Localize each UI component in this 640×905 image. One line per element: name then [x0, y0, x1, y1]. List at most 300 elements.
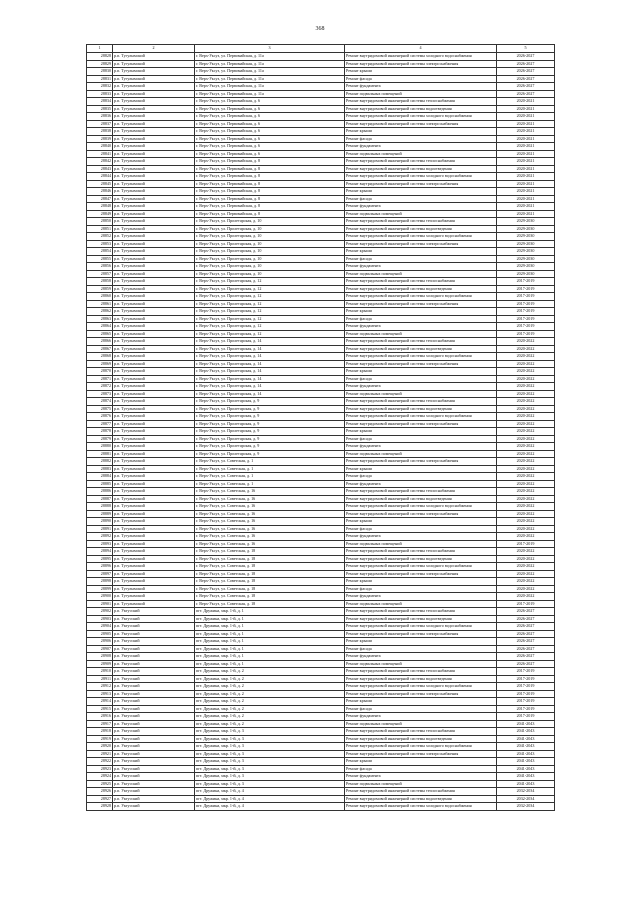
municipality-cell: р.п. Тугулымский [113, 555, 195, 563]
period-cell: 2026-2027 [497, 623, 555, 631]
municipality-cell: р.п. Уктусский [113, 683, 195, 691]
work-type-cell: Ремонт фасада [345, 375, 497, 383]
address-cell: пгт. Дружина, мкр. 1-й, д. 4 [195, 795, 345, 803]
work-type-cell: Ремонт внутридомовой инженерной системы электроснабжения [345, 750, 497, 758]
table-row [87, 360, 555, 368]
table-row [87, 465, 555, 473]
work-type-cell: Ремонт внутридомовой инженерной системы водоотведения [345, 405, 497, 413]
period-cell: 2020-2022 [497, 480, 555, 488]
municipality-cell: р.п. Тугулымский [113, 353, 195, 361]
municipality-cell: р.п. Уктусский [113, 653, 195, 661]
row-number-cell: 28857 [87, 270, 113, 278]
address-cell: г. Верх-Уксуз, ул. Советская, д. 18 [195, 585, 345, 593]
address-cell: пгт. Дружина, мкр. 1-й, д. 3 [195, 728, 345, 736]
row-number-cell: 28866 [87, 338, 113, 346]
address-cell: г. Верх-Уксуз, ул. Пролетарская, д. 9 [195, 398, 345, 406]
municipality-cell: р.п. Тугулымский [113, 315, 195, 323]
table-row [87, 353, 555, 361]
table-row [87, 75, 555, 83]
table-row [87, 105, 555, 113]
page-number: 368 [315, 26, 325, 32]
address-cell: пгт. Дружина, мкр. 1-й, д. 3 [195, 765, 345, 773]
municipality-cell: р.п. Тугулымский [113, 248, 195, 256]
period-cell: 2026-2027 [497, 53, 555, 61]
address-cell: г. Верх-Уксуз, ул. Пролетарская, д. 14 [195, 360, 345, 368]
period-cell: 2020-2022 [497, 473, 555, 481]
table-header-row [87, 45, 555, 53]
period-cell: 2020-2022 [497, 405, 555, 413]
address-cell: пгт. Дружина, мкр. 1-й, д. 3 [195, 780, 345, 788]
work-type-cell: Ремонт внутридомовой инженерной системы водоотведения [345, 795, 497, 803]
period-cell: 2020-2022 [497, 578, 555, 586]
row-number-cell: 28843 [87, 165, 113, 173]
municipality-cell: р.п. Тугулымский [113, 398, 195, 406]
period-cell: 2041-2043 [497, 720, 555, 728]
row-number-cell: 28894 [87, 548, 113, 556]
municipality-cell: р.п. Тугулымский [113, 113, 195, 121]
work-type-cell: Ремонт фасада [345, 765, 497, 773]
work-type-cell: Ремонт фундамента [345, 263, 497, 271]
row-number-cell: 28837 [87, 120, 113, 128]
period-cell: 2041-2043 [497, 758, 555, 766]
row-number-cell: 28916 [87, 713, 113, 721]
municipality-cell: р.п. Тугулымский [113, 510, 195, 518]
address-cell: пгт. Дружина, мкр. 1-й, д. 4 [195, 788, 345, 796]
row-number-cell: 28850 [87, 218, 113, 226]
work-type-cell: Ремонт внутридомовой инженерной системы холодного водоснабжения [345, 353, 497, 361]
work-type-cell: Ремонт внутридомовой инженерной системы электроснабжения [345, 360, 497, 368]
work-type-cell: Ремонт внутридомовой инженерной системы теплоснабжения [345, 788, 497, 796]
row-number-cell: 28919 [87, 735, 113, 743]
municipality-cell: р.п. Тугулымский [113, 293, 195, 301]
municipality-cell: р.п. Тугулымский [113, 420, 195, 428]
row-number-cell: 28907 [87, 645, 113, 653]
table-row [87, 765, 555, 773]
row-number-cell: 28864 [87, 323, 113, 331]
table-row [87, 705, 555, 713]
municipality-cell: р.п. Тугулымский [113, 255, 195, 263]
row-number-cell: 28908 [87, 653, 113, 661]
period-cell: 2020-2021 [497, 98, 555, 106]
work-type-cell: Ремонт внутридомовой инженерной системы теплоснабжения [345, 668, 497, 676]
work-type-cell: Ремонт внутридомовой инженерной системы электроснабжения [345, 570, 497, 578]
row-number-cell: 28833 [87, 90, 113, 98]
address-cell: г. Верх-Уксуз, ул. Первомайская, д. 6 [195, 135, 345, 143]
period-cell: 2029-2030 [497, 240, 555, 248]
table-row [87, 428, 555, 436]
table-row [87, 135, 555, 143]
address-cell: г. Верх-Уксуз, ул. Пролетарская, д. 14 [195, 383, 345, 391]
work-type-cell: Ремонт внутридомовой инженерной системы холодного водоснабжения [345, 803, 497, 811]
municipality-cell: р.п. Тугулымский [113, 105, 195, 113]
municipality-cell: р.п. Уктусский [113, 615, 195, 623]
table-row [87, 165, 555, 173]
period-cell: 2020-2022 [497, 420, 555, 428]
row-number-cell: 28909 [87, 660, 113, 668]
table-row [87, 345, 555, 353]
work-type-cell: Ремонт внутридомовой инженерной системы водоотведения [345, 735, 497, 743]
municipality-cell: р.п. Тугулымский [113, 180, 195, 188]
period-cell: 2041-2043 [497, 750, 555, 758]
row-number-cell: 28923 [87, 765, 113, 773]
row-number-cell: 28848 [87, 203, 113, 211]
address-cell: г. Верх-Уксуз, ул. Первомайская, д. 6 [195, 150, 345, 158]
work-type-cell: Ремонт фундамента [345, 383, 497, 391]
row-number-cell: 28871 [87, 375, 113, 383]
period-cell: 2020-2022 [497, 398, 555, 406]
period-cell: 2020-2021 [497, 195, 555, 203]
period-cell: 2017-2019 [497, 293, 555, 301]
work-type-cell: Ремонт внутридомовой инженерной системы водоотведения [345, 615, 497, 623]
work-type-cell: Ремонт подвальных помещений [345, 780, 497, 788]
period-cell: 2017-2019 [497, 705, 555, 713]
row-number-cell: 28901 [87, 600, 113, 608]
row-number-cell: 28834 [87, 98, 113, 106]
row-number-cell: 28863 [87, 315, 113, 323]
row-number-cell: 28879 [87, 435, 113, 443]
municipality-cell: р.п. Уктусский [113, 638, 195, 646]
period-cell: 2029-2030 [497, 270, 555, 278]
row-number-cell: 28854 [87, 248, 113, 256]
period-cell: 2020-2022 [497, 570, 555, 578]
municipality-cell: р.п. Уктусский [113, 803, 195, 811]
table-row [87, 368, 555, 376]
work-type-cell: Ремонт крыши [345, 758, 497, 766]
municipality-cell: р.п. Тугулымский [113, 128, 195, 136]
table-row [87, 675, 555, 683]
table-row [87, 143, 555, 151]
period-cell: 2026-2027 [497, 60, 555, 68]
work-type-cell: Ремонт фасада [345, 473, 497, 481]
municipality-cell: р.п. Тугулымский [113, 585, 195, 593]
work-type-cell: Ремонт подвальных помещений [345, 390, 497, 398]
work-type-cell: Ремонт внутридомовой инженерной системы холодного водоснабжения [345, 233, 497, 241]
table-row [87, 698, 555, 706]
period-cell: 2017-2019 [497, 540, 555, 548]
row-number-cell: 28892 [87, 533, 113, 541]
work-type-cell: Ремонт крыши [345, 465, 497, 473]
period-cell: 2026-2027 [497, 608, 555, 616]
work-type-cell: Ремонт внутридомовой инженерной системы холодного водоснабжения [345, 743, 497, 751]
table-row [87, 473, 555, 481]
address-cell: г. Верх-Уксуз, ул. Пролетарская, д. 10 [195, 218, 345, 226]
row-number-cell: 28844 [87, 173, 113, 181]
work-type-cell: Ремонт фундамента [345, 143, 497, 151]
work-type-cell: Ремонт внутридомовой инженерной системы теплоснабжения [345, 608, 497, 616]
row-number-cell: 28842 [87, 158, 113, 166]
row-number-cell: 28868 [87, 353, 113, 361]
work-type-cell: Ремонт фундамента [345, 773, 497, 781]
period-cell: 2017-2019 [497, 600, 555, 608]
municipality-cell: р.п. Тугулымский [113, 203, 195, 211]
work-type-cell: Ремонт фундамента [345, 653, 497, 661]
table-row [87, 495, 555, 503]
row-number-cell: 28849 [87, 210, 113, 218]
row-number-cell: 28921 [87, 750, 113, 758]
address-cell: г. Верх-Уксуз, ул. Первомайская, д. 8 [195, 165, 345, 173]
municipality-cell: р.п. Тугулымский [113, 188, 195, 196]
address-cell: г. Верх-Уксуз, ул. Пролетарская, д. 9 [195, 443, 345, 451]
work-type-cell: Ремонт фундамента [345, 323, 497, 331]
work-type-cell: Ремонт фасада [345, 135, 497, 143]
row-number-cell: 28922 [87, 758, 113, 766]
row-number-cell: 28917 [87, 720, 113, 728]
municipality-cell: р.п. Уктусский [113, 675, 195, 683]
municipality-cell: р.п. Тугулымский [113, 435, 195, 443]
address-cell: пгт. Дружина, мкр. 1-й, д. 3 [195, 773, 345, 781]
work-type-cell: Ремонт крыши [345, 308, 497, 316]
table-row [87, 803, 555, 811]
row-number-cell: 28886 [87, 488, 113, 496]
address-cell: г. Верх-Уксуз, ул. Первомайская, д. 6 [195, 105, 345, 113]
work-type-cell: Ремонт внутридомовой инженерной системы водоотведения [345, 225, 497, 233]
period-cell: 2020-2021 [497, 128, 555, 136]
table-row [87, 690, 555, 698]
table-row [87, 720, 555, 728]
row-number-cell: 28830 [87, 68, 113, 76]
table-row [87, 128, 555, 136]
work-type-cell: Ремонт фундамента [345, 83, 497, 91]
municipality-cell: р.п. Тугулымский [113, 68, 195, 76]
period-cell: 2032-2034 [497, 788, 555, 796]
row-number-cell: 28853 [87, 240, 113, 248]
period-cell: 2017-2019 [497, 668, 555, 676]
table-row [87, 113, 555, 121]
period-cell: 2020-2022 [497, 503, 555, 511]
address-cell: г. Верх-Уксуз, ул. Первомайская, д. 11а [195, 68, 345, 76]
row-number-cell: 28906 [87, 638, 113, 646]
address-cell: пгт. Дружина, мкр. 1-й, д. 2 [195, 683, 345, 691]
address-cell: пгт. Дружина, мкр. 1-й, д. 1 [195, 660, 345, 668]
column-header-2: 2 [113, 45, 195, 53]
work-type-cell: Ремонт крыши [345, 428, 497, 436]
address-cell: г. Верх-Уксуз, ул. Первомайская, д. 11а [195, 53, 345, 61]
work-type-cell: Ремонт фундамента [345, 203, 497, 211]
table-row [87, 623, 555, 631]
municipality-cell: р.п. Уктусский [113, 735, 195, 743]
work-type-cell: Ремонт внутридомовой инженерной системы водоотведения [345, 285, 497, 293]
work-type-cell: Ремонт подвальных помещений [345, 210, 497, 218]
municipality-cell: р.п. Уктусский [113, 645, 195, 653]
municipality-cell: р.п. Тугулымский [113, 600, 195, 608]
row-number-cell: 28890 [87, 518, 113, 526]
municipality-cell: р.п. Тугулымский [113, 233, 195, 241]
address-cell: пгт. Дружина, мкр. 1-й, д. 3 [195, 750, 345, 758]
row-number-cell: 28899 [87, 585, 113, 593]
table-row [87, 173, 555, 181]
period-cell: 2020-2021 [497, 105, 555, 113]
address-cell: г. Верх-Уксуз, ул. Пролетарская, д. 12 [195, 278, 345, 286]
municipality-cell: р.п. Уктусский [113, 795, 195, 803]
row-number-cell: 28926 [87, 788, 113, 796]
work-type-cell: Ремонт внутридомовой инженерной системы водоотведения [345, 165, 497, 173]
period-cell: 2020-2021 [497, 180, 555, 188]
row-number-cell: 28872 [87, 383, 113, 391]
address-cell: г. Верх-Уксуз, ул. Пролетарская, д. 10 [195, 225, 345, 233]
work-type-cell: Ремонт крыши [345, 248, 497, 256]
address-cell: г. Верх-Уксуз, ул. Пролетарская, д. 12 [195, 330, 345, 338]
address-cell: г. Верх-Уксуз, ул. Пролетарская, д. 10 [195, 248, 345, 256]
row-number-cell: 28904 [87, 623, 113, 631]
work-type-cell: Ремонт фундамента [345, 443, 497, 451]
work-type-cell: Ремонт внутридомовой инженерной системы электроснабжения [345, 240, 497, 248]
address-cell: г. Верх-Уксуз, ул. Советская, д. 18 [195, 570, 345, 578]
table-row [87, 540, 555, 548]
row-number-cell: 28838 [87, 128, 113, 136]
row-number-cell: 28858 [87, 278, 113, 286]
table-row [87, 188, 555, 196]
table-row [87, 488, 555, 496]
address-cell: г. Верх-Уксуз, ул. Советская, д. 18 [195, 563, 345, 571]
table-row [87, 713, 555, 721]
address-cell: г. Верх-Уксуз, ул. Пролетарская, д. 10 [195, 233, 345, 241]
municipality-cell: р.п. Тугулымский [113, 83, 195, 91]
municipality-cell: р.п. Уктусский [113, 720, 195, 728]
row-number-cell: 28847 [87, 195, 113, 203]
row-number-cell: 28913 [87, 690, 113, 698]
row-number-cell: 28861 [87, 300, 113, 308]
address-cell: пгт. Дружина, мкр. 1-й, д. 1 [195, 645, 345, 653]
work-type-cell: Ремонт крыши [345, 68, 497, 76]
work-type-cell: Ремонт внутридомовой инженерной системы электроснабжения [345, 458, 497, 466]
work-type-cell: Ремонт подвальных помещений [345, 540, 497, 548]
address-cell: г. Верх-Уксуз, ул. Советская, д. 18 [195, 578, 345, 586]
work-type-cell: Ремонт фундамента [345, 480, 497, 488]
address-cell: г. Верх-Уксуз, ул. Советская, д. 16 [195, 533, 345, 541]
table-row [87, 218, 555, 226]
period-cell: 2020-2021 [497, 143, 555, 151]
address-cell: г. Верх-Уксуз, ул. Советская, д. 16 [195, 488, 345, 496]
address-cell: пгт. Дружина, мкр. 1-й, д. 1 [195, 608, 345, 616]
work-type-cell: Ремонт подвальных помещений [345, 600, 497, 608]
table-row [87, 60, 555, 68]
period-cell: 2020-2022 [497, 338, 555, 346]
address-cell: г. Верх-Уксуз, ул. Пролетарская, д. 12 [195, 323, 345, 331]
row-number-cell: 28915 [87, 705, 113, 713]
municipality-cell: р.п. Тугулымский [113, 465, 195, 473]
address-cell: г. Верх-Уксуз, ул. Пролетарская, д. 10 [195, 240, 345, 248]
period-cell: 2041-2043 [497, 773, 555, 781]
table-row [87, 743, 555, 751]
work-type-cell: Ремонт внутридомовой инженерной системы холодного водоснабжения [345, 623, 497, 631]
work-type-cell: Ремонт внутридомовой инженерной системы электроснабжения [345, 60, 497, 68]
municipality-cell: р.п. Уктусский [113, 713, 195, 721]
row-number-cell: 28885 [87, 480, 113, 488]
column-header-5: 5 [497, 45, 555, 53]
work-type-cell: Ремонт фасада [345, 315, 497, 323]
address-cell: г. Верх-Уксуз, ул. Пролетарская, д. 14 [195, 345, 345, 353]
address-cell: пгт. Дружина, мкр. 1-й, д. 2 [195, 720, 345, 728]
work-type-cell: Ремонт внутридомовой инженерной системы электроснабжения [345, 180, 497, 188]
period-cell: 2020-2022 [497, 435, 555, 443]
municipality-cell: р.п. Тугулымский [113, 225, 195, 233]
row-number-cell: 28845 [87, 180, 113, 188]
work-type-cell: Ремонт подвальных помещений [345, 330, 497, 338]
table-row [87, 330, 555, 338]
period-cell: 2020-2021 [497, 135, 555, 143]
municipality-cell: р.п. Тугулымский [113, 360, 195, 368]
municipality-cell: р.п. Уктусский [113, 608, 195, 616]
table-row [87, 210, 555, 218]
row-number-cell: 28905 [87, 630, 113, 638]
address-cell: г. Верх-Уксуз, ул. Пролетарская, д. 10 [195, 270, 345, 278]
municipality-cell: р.п. Тугулымский [113, 368, 195, 376]
row-number-cell: 28829 [87, 60, 113, 68]
period-cell: 2020-2022 [497, 510, 555, 518]
row-number-cell: 28836 [87, 113, 113, 121]
municipality-cell: р.п. Уктусский [113, 743, 195, 751]
address-cell: г. Верх-Уксуз, ул. Советская, д. 1 [195, 458, 345, 466]
table-row [87, 308, 555, 316]
column-header-4: 4 [345, 45, 497, 53]
municipality-cell: р.п. Тугулымский [113, 405, 195, 413]
row-number-cell: 28855 [87, 255, 113, 263]
municipality-cell: р.п. Тугулымский [113, 150, 195, 158]
table-row [87, 180, 555, 188]
row-number-cell: 28882 [87, 458, 113, 466]
table-row [87, 788, 555, 796]
municipality-cell: р.п. Тугулымский [113, 540, 195, 548]
work-type-cell: Ремонт внутридомовой инженерной системы водоотведения [345, 495, 497, 503]
address-cell: г. Верх-Уксуз, ул. Советская, д. 18 [195, 548, 345, 556]
municipality-cell: р.п. Уктусский [113, 758, 195, 766]
period-cell: 2020-2022 [497, 563, 555, 571]
table-row [87, 278, 555, 286]
period-cell: 2020-2022 [497, 458, 555, 466]
work-type-cell: Ремонт внутридомовой инженерной системы теплоснабжения [345, 548, 497, 556]
address-cell: г. Верх-Уксуз, ул. Первомайская, д. 6 [195, 143, 345, 151]
period-cell: 2026-2027 [497, 660, 555, 668]
table-row [87, 315, 555, 323]
table-row [87, 323, 555, 331]
address-cell: г. Верх-Уксуз, ул. Пролетарская, д. 14 [195, 390, 345, 398]
period-cell: 2017-2019 [497, 675, 555, 683]
municipality-cell: р.п. Тугулымский [113, 173, 195, 181]
municipality-cell: р.п. Уктусский [113, 788, 195, 796]
table-row [87, 150, 555, 158]
table-row [87, 630, 555, 638]
row-number-cell: 28883 [87, 465, 113, 473]
municipality-cell: р.п. Уктусский [113, 660, 195, 668]
table-row [87, 578, 555, 586]
municipality-cell: р.п. Тугулымский [113, 98, 195, 106]
period-cell: 2020-2022 [497, 345, 555, 353]
address-cell: г. Верх-Уксуз, ул. Пролетарская, д. 9 [195, 435, 345, 443]
row-number-cell: 28927 [87, 795, 113, 803]
work-type-cell: Ремонт внутридомовой инженерной системы электроснабжения [345, 420, 497, 428]
table-row [87, 668, 555, 676]
municipality-cell: р.п. Уктусский [113, 705, 195, 713]
period-cell: 2020-2022 [497, 368, 555, 376]
address-cell: г. Верх-Уксуз, ул. Первомайская, д. 8 [195, 195, 345, 203]
row-number-cell: 28893 [87, 540, 113, 548]
table-row [87, 233, 555, 241]
row-number-cell: 28924 [87, 773, 113, 781]
address-cell: пгт. Дружина, мкр. 1-й, д. 1 [195, 615, 345, 623]
period-cell: 2032-2034 [497, 803, 555, 811]
municipality-cell: р.п. Тугулымский [113, 330, 195, 338]
period-cell: 2020-2022 [497, 428, 555, 436]
municipality-cell: р.п. Уктусский [113, 773, 195, 781]
row-number-cell: 28874 [87, 398, 113, 406]
municipality-cell: р.п. Тугулымский [113, 525, 195, 533]
table-row [87, 158, 555, 166]
municipality-cell: р.п. Тугулымский [113, 158, 195, 166]
municipality-cell: р.п. Тугулымский [113, 443, 195, 451]
row-number-cell: 28867 [87, 345, 113, 353]
municipality-cell: р.п. Тугулымский [113, 135, 195, 143]
municipality-cell: р.п. Тугулымский [113, 413, 195, 421]
